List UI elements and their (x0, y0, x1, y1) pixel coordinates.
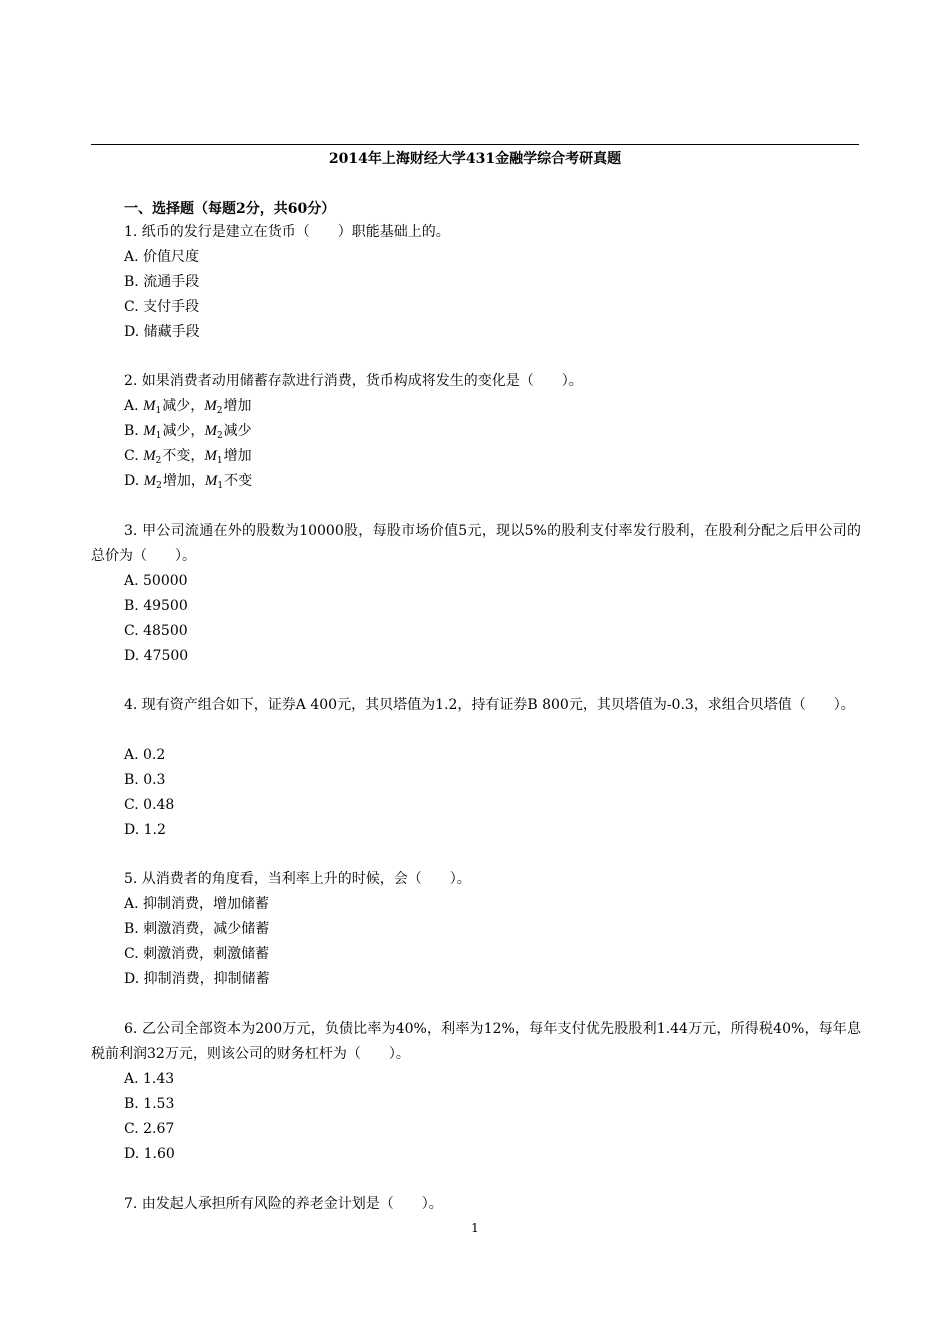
question-5-option-c: C. 刺激消费，刺激储蓄 (124, 946, 270, 962)
section-heading: 一、选择题（每题2分，共60分） (124, 201, 336, 217)
header-rule (91, 144, 859, 145)
question-4-stem: 4. 现有资产组合如下，证券A 400元，其贝塔值为1.2，持有证券B 800元，其贝塔值为-0.3，求组合贝塔值（ ）。 (124, 697, 855, 713)
question-7-stem: 7. 由发起人承担所有风险的养老金计划是（ ）。 (124, 1196, 443, 1212)
question-4-option-c: C. 0.48 (124, 797, 175, 813)
question-2-stem: 2. 如果消费者动用储蓄存款进行消费，货币构成将发生的变化是（ ）。 (124, 373, 583, 389)
question-1-stem: 1. 纸币的发行是建立在货币（ ）职能基础上的。 (124, 224, 450, 240)
question-1-option-a: A. 价值尺度 (124, 249, 200, 265)
question-2-option-b: B. $M_1$减少，$M_2$减少 (124, 423, 252, 441)
question-1-option-c: C. 支付手段 (124, 299, 200, 315)
question-4-option-a: A. 0.2 (124, 747, 166, 763)
question-6-option-a: A. 1.43 (124, 1071, 175, 1087)
question-1-option-d: D. 储藏手段 (124, 324, 200, 340)
question-2-option-d: D. $M_2$增加，$M_1$不变 (124, 473, 253, 491)
question-3-option-b: B. 49500 (124, 598, 188, 614)
page-number: 1 (471, 1221, 479, 1235)
question-5-option-d: D. 抑制消费，抑制储蓄 (124, 971, 270, 987)
question-6-stem: 6. 乙公司全部资本为200万元，负债比率为40%，利率为12%，每年支付优先股股利1.44万元，所得税40%，每年息税前利润32万元，则该公司的财务杠杆为（ ）。 (91, 1021, 861, 1062)
question-3-option-c: C. 48500 (124, 623, 188, 639)
question-4-option-d: D. 1.2 (124, 822, 166, 838)
question-4-option-b: B. 0.3 (124, 772, 166, 788)
question-3-option-a: A. 50000 (124, 573, 188, 589)
question-5-stem: 5. 从消费者的角度看，当利率上升的时候，会（ ）。 (124, 871, 471, 887)
question-3-stem: 3. 甲公司流通在外的股数为10000股，每股市场价值5元，现以5%的股利支付率发行股利，在股利分配之后甲公司的总价为（ ）。 (91, 523, 861, 564)
question-2-option-c: C. $M_2$不变，$M_1$增加 (124, 448, 252, 466)
question-6-option-b: B. 1.53 (124, 1096, 175, 1112)
question-6-option-d: D. 1.60 (124, 1146, 175, 1162)
page-title: 2014年上海财经大学431金融学综合考研真题 (328, 151, 622, 167)
question-5-option-a: A. 抑制消费，增加储蓄 (124, 896, 270, 912)
question-1-option-b: B. 流通手段 (124, 274, 200, 290)
question-3-option-d: D. 47500 (124, 648, 189, 664)
question-5-option-b: B. 刺激消费，减少储蓄 (124, 921, 270, 937)
question-6-option-c: C. 2.67 (124, 1121, 175, 1137)
question-2-option-a: A. $M_1$减少，$M_2$增加 (124, 398, 252, 416)
